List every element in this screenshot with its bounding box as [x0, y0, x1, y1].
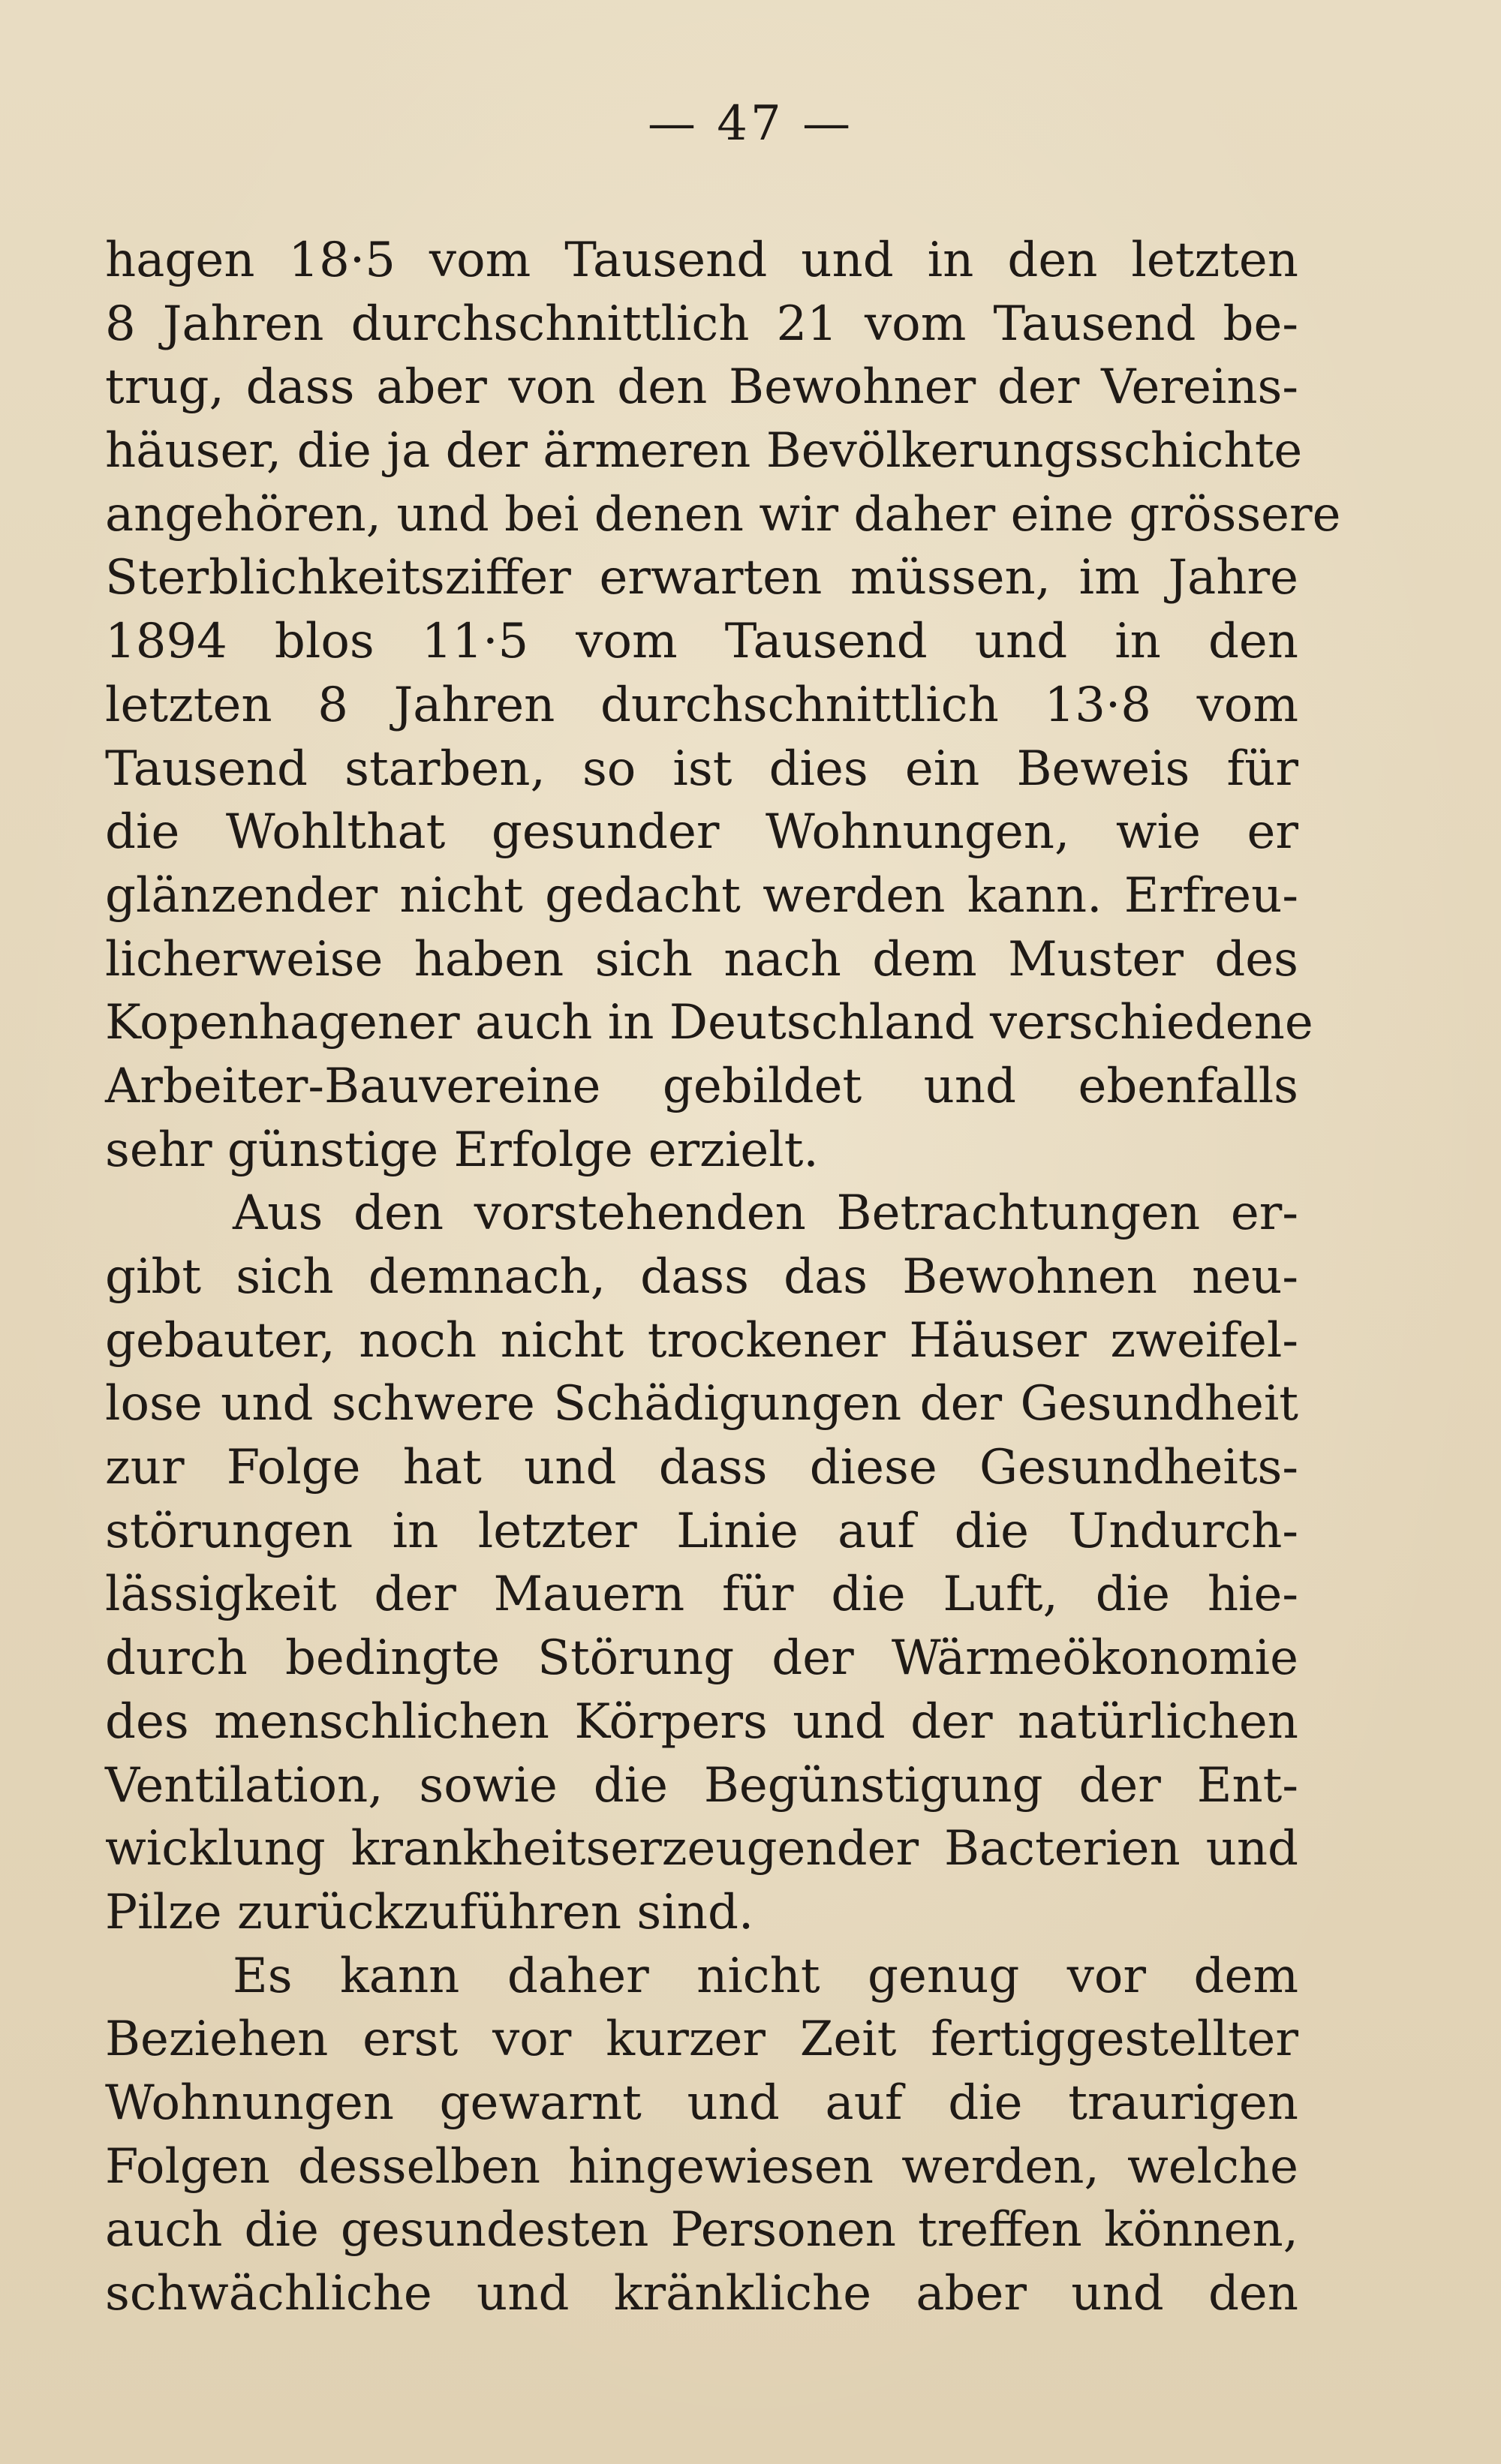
text-line: Kopenhagener auch in Deutschland verschiedene [105, 995, 1313, 1051]
text-line: Beziehen erst vor kurzer Zeit fertiggestellter [105, 2012, 1298, 2068]
text-line: lose und schwere Schädigungen der Gesundheit [105, 1376, 1298, 1432]
text-line: wicklung krankheitserzeugender Bacterien und [105, 1821, 1298, 1877]
text-line: gebauter, noch nicht trockener Häuser zweifel- [105, 1312, 1298, 1369]
text-line: hagen 18·5 vom Tausend und in den letzten [105, 233, 1298, 288]
text-line: glänzender nicht gedacht werden kann. Erfreu- [105, 867, 1298, 924]
text-line: die Wohlthat gesunder Wohnungen, wie er [105, 804, 1298, 861]
text-line: licherweise haben sich nach dem Muster des [105, 931, 1298, 987]
text-line: 1894 blos 11·5 vom Tausend und in den [105, 614, 1298, 670]
text-line: des menschlichen Körpers und der natürlichen [105, 1693, 1298, 1750]
text-line: trug, dass aber von den Bewohner der Vereins- [105, 359, 1298, 416]
text-line: gibt sich demnach, dass das Bewohnen neu- [105, 1249, 1298, 1305]
paragraph-start-line: Es kann daher nicht genug vor dem [233, 1948, 1298, 2004]
text-line: angehören, und bei denen wir daher eine grössere [105, 486, 1341, 542]
page-number: — 47 — [647, 96, 854, 152]
text-line: durch bedingte Störung der Wärmeökonomie [105, 1630, 1298, 1687]
text-line: Sterblichkeitsziffer erwarten müssen, im Jahre [105, 550, 1298, 606]
text-line: zur Folge hat und dass diese Gesundheits- [105, 1440, 1298, 1496]
body-text [105, 229, 1341, 2326]
paragraph-end-line: sehr günstige Erfolge erzielt. [105, 1122, 819, 1178]
text-line: letzten 8 Jahren durchschnittlich 13·8 vom [105, 677, 1298, 733]
text-line: häuser, die ja der ärmeren Bevölkerungsschichte [105, 423, 1303, 479]
paragraph-start-line: Aus den vorstehenden Betrachtungen er- [233, 1185, 1298, 1242]
text-line: schwächliche und kränkliche aber und den [105, 2266, 1298, 2321]
paragraph-end-line: Pilze zurückzuführen sind. [105, 1884, 754, 1940]
text-line: Ventilation, sowie die Begünstigung der Ent- [105, 1757, 1298, 1813]
text-line: lässigkeit der Mauern für die Luft, die hie- [105, 1567, 1298, 1623]
text-line: Arbeiter-Bauvereine gebildet und ebenfalls [105, 1058, 1298, 1114]
text-line: 8 Jahren durchschnittlich 21 vom Tausend be- [105, 296, 1298, 352]
text-line: auch die gesundesten Personen treffen können, [105, 2202, 1298, 2258]
text-line: Tausend starben, so ist dies ein Beweis für [105, 741, 1298, 797]
text-line: Folgen desselben hingewiesen werden, welche [105, 2138, 1298, 2195]
text-line: Wohnungen gewarnt und auf die traurigen [105, 2075, 1298, 2131]
text-line: störungen in letzter Linie auf die Undurch- [105, 1503, 1298, 1559]
